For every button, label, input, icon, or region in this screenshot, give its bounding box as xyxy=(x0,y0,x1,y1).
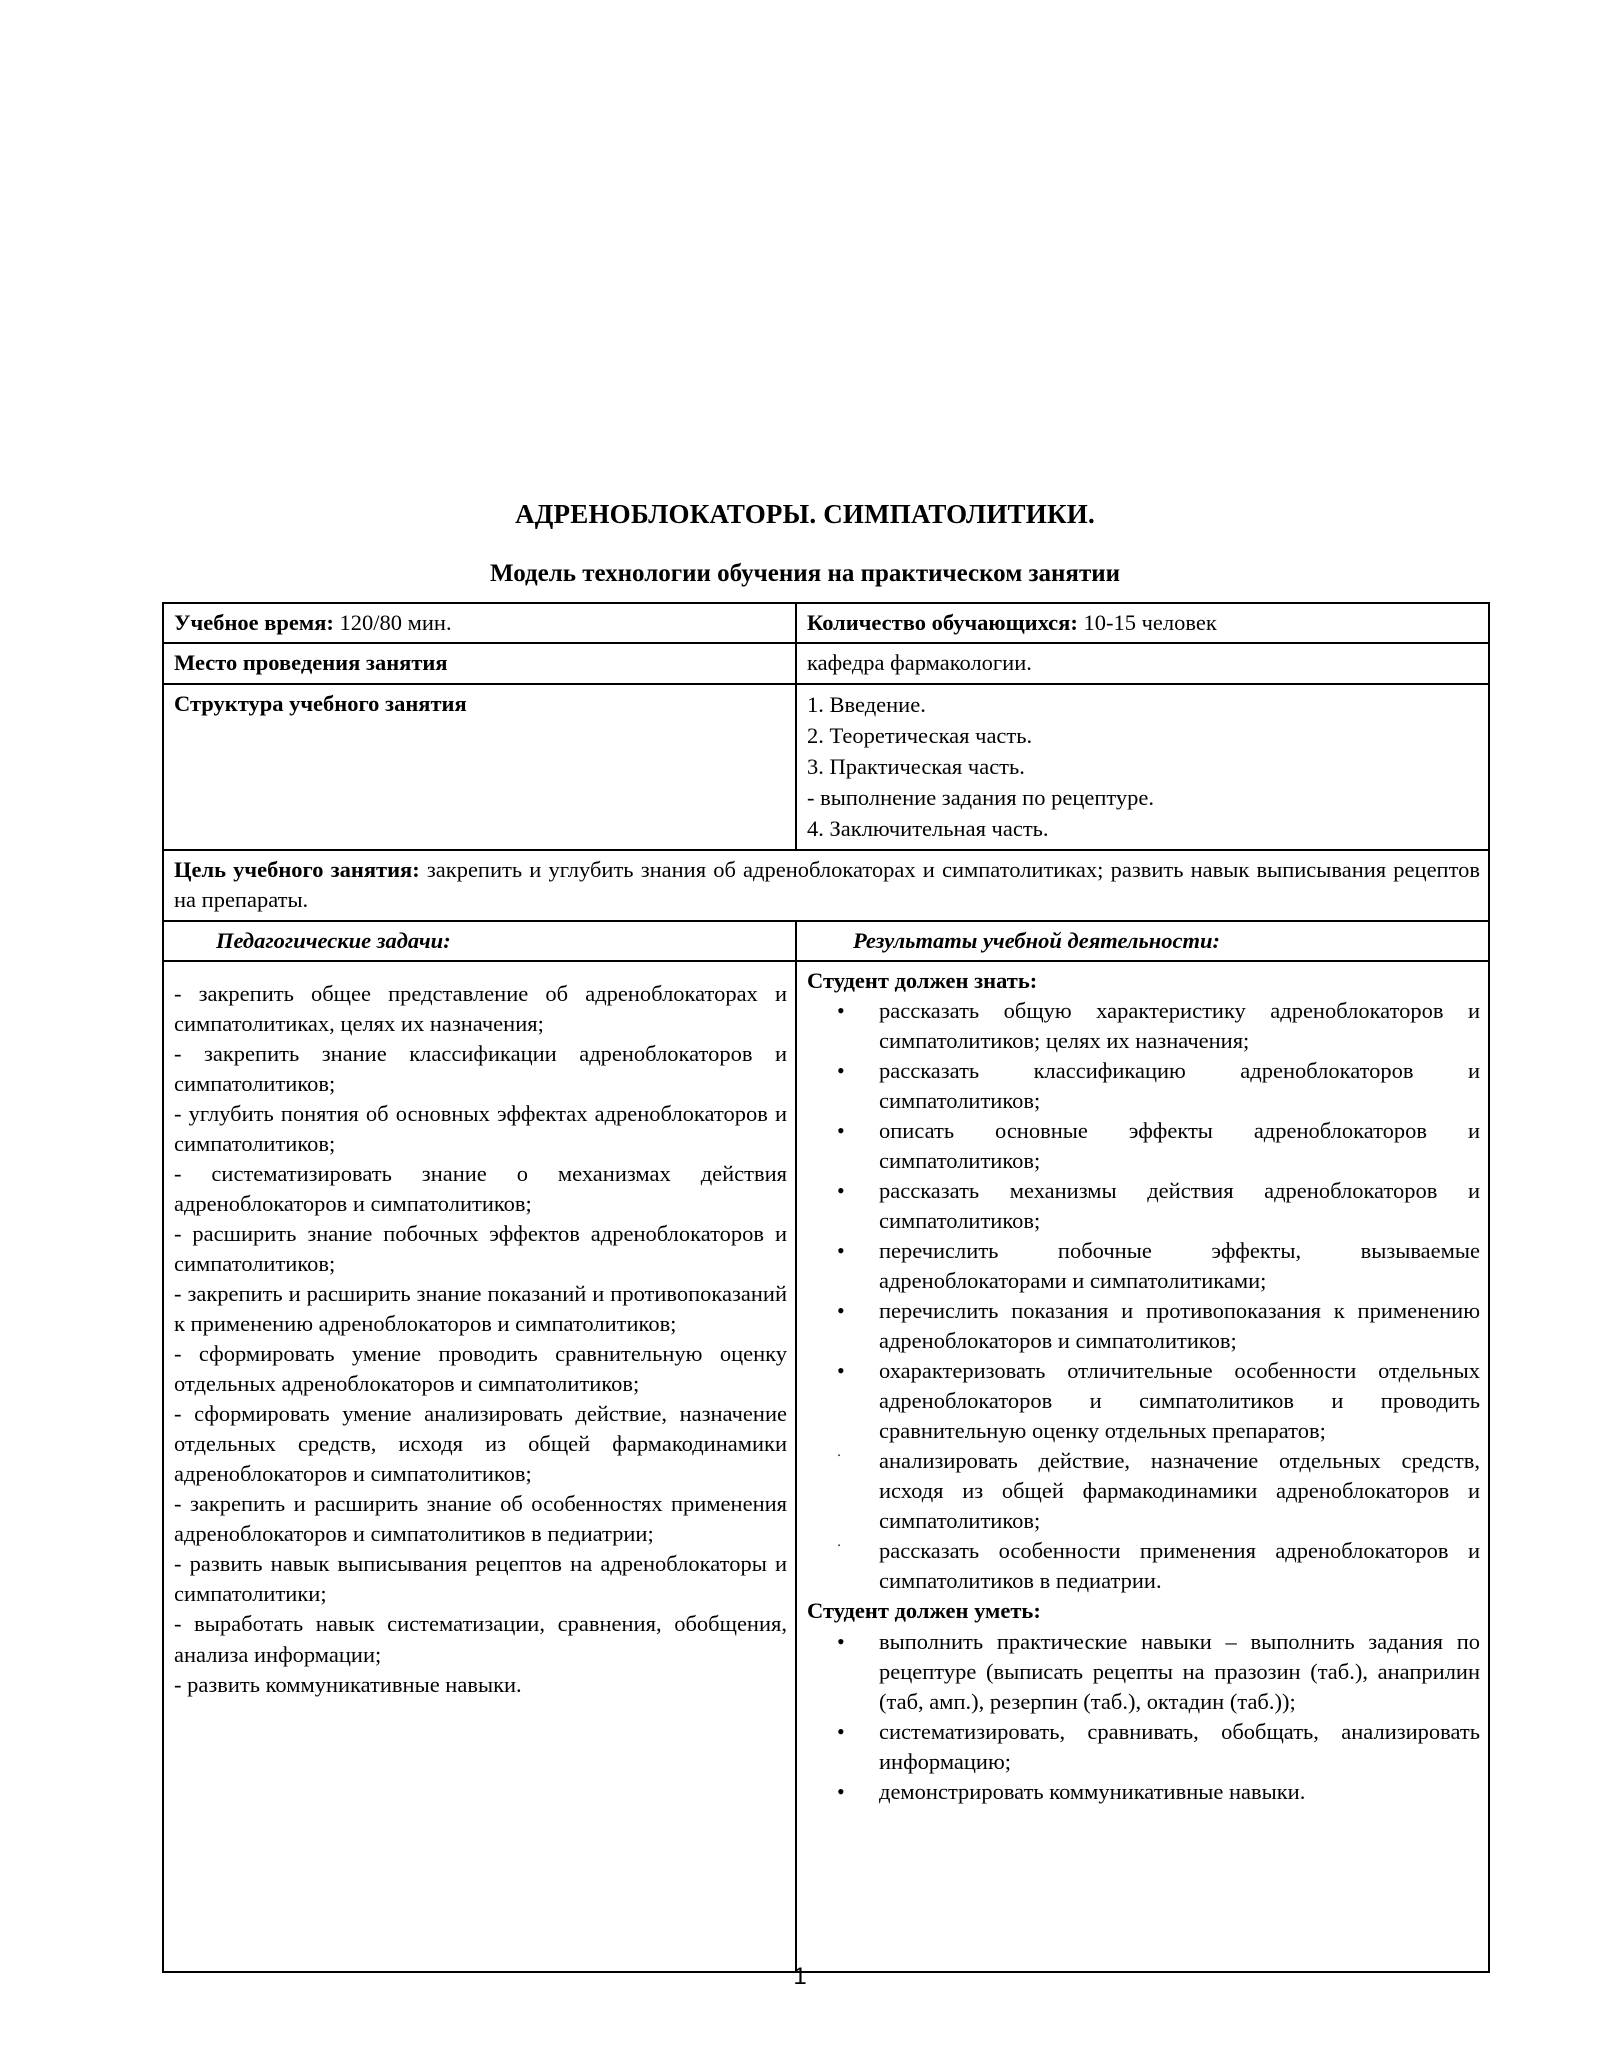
place-value: кафедра фармакологии. xyxy=(807,650,1032,676)
bullet-icon: • xyxy=(837,1358,845,1384)
task-item: - развить коммуникативные навыки. xyxy=(174,1671,522,1697)
structure-item: 3. Практическая часть. xyxy=(807,753,1025,779)
task-item: - закрепить знание классификации адреноблокаторов и симпатолитиков; xyxy=(174,1040,787,1096)
table-row-place xyxy=(163,643,1489,683)
structure-label: Структура учебного занятия xyxy=(174,690,467,716)
task-item: - развить навык выписывания рецептов на адреноблокаторы и симпатолитики; xyxy=(174,1551,787,1607)
goal-cell xyxy=(163,850,1489,921)
list-item xyxy=(807,1536,1480,1596)
list-item-text: рассказать классификацию адреноблокаторов и симпатолитиков; xyxy=(879,1057,1480,1113)
must-do-list xyxy=(807,1627,1480,1807)
task-item: - закрепить и расширить знание показаний и противопоказаний к применению адреноблокаторов и симпатолитиков; xyxy=(174,1281,787,1337)
bullet-icon: • xyxy=(837,1117,845,1143)
list-item-text: описать основные эффекты адреноблокаторов и симпатолитиков; xyxy=(879,1117,1480,1174)
bullet-icon: • xyxy=(837,1178,845,1204)
document-body xyxy=(162,0,1481,1973)
goal-label: Цель учебного занятия: xyxy=(174,856,420,882)
bullet-icon: • xyxy=(837,1298,845,1324)
students-count-cell xyxy=(796,603,1489,643)
structure-value-cell xyxy=(796,684,1489,850)
table-row-structure xyxy=(163,684,1489,850)
bullet-icon: • xyxy=(837,997,845,1023)
list-item xyxy=(807,1176,1480,1236)
task-item: - сформировать умение проводить сравнительную оценку отдельных адреноблокаторов и симпатолитиков; xyxy=(174,1341,787,1397)
task-item: - выработать навык систематизации, сравнения, обобщения, анализа информации; xyxy=(174,1611,787,1667)
results-header: Результаты учебной деятельности: xyxy=(796,921,1489,961)
list-item xyxy=(807,1777,1480,1807)
study-time-value: 120/80 мин. xyxy=(339,610,452,635)
table-row-goal xyxy=(163,850,1489,921)
must-know-label: Студент должен знать: xyxy=(807,967,1038,993)
list-item-text: охарактеризовать отличительные особенности отдельных адреноблокаторов и симпатолитиков и проводить сравнительную оценку отдельных препаратов; xyxy=(879,1358,1480,1444)
table-row-column-headers xyxy=(163,921,1489,961)
page-number: 1 xyxy=(793,1963,807,1990)
must-know-list xyxy=(807,996,1480,1597)
study-time-label: Учебное время: xyxy=(174,610,334,635)
page-title: АДРЕНОБЛОКАТОРЫ. СИМПАТОЛИТИКИ. xyxy=(515,499,1095,529)
list-item xyxy=(807,1116,1480,1176)
list-item-text: перечислить показания и противопоказания к применению адреноблокаторов и симпатолитиков; xyxy=(879,1298,1480,1354)
place-label: Место проведения занятия xyxy=(174,650,448,676)
bullet-icon: • xyxy=(837,1057,845,1083)
bullet-icon: • xyxy=(837,1238,845,1264)
page-subtitle: Модель технологии обучения на практическом занятии xyxy=(489,559,1121,587)
list-item-text: анализировать действие, назначение отдельных средств, исходя из общей фармакодинамики адреноблокаторов и симпатолитиков; xyxy=(879,1448,1480,1534)
goal-text: закрепить и углубить знания об адреноблокаторах и симпатолитиках; развить навык выписывания рецептов на препараты. xyxy=(174,856,1481,912)
list-item xyxy=(807,1627,1480,1717)
list-item xyxy=(807,996,1480,1056)
must-do-label: Студент должен уметь: xyxy=(807,1598,1041,1624)
list-item-text: рассказать общую характеристику адреноблокаторов и симпатолитиков; целях их назначения; xyxy=(879,997,1480,1053)
list-item-text: систематизировать, сравнивать, обобщать, анализировать информацию; xyxy=(879,1718,1480,1774)
pedagogical-tasks-header: Педагогические задачи: xyxy=(163,921,796,961)
students-count-label: Количество обучающихся: xyxy=(807,610,1078,635)
task-item: - систематизировать знание о механизмах действия адреноблокаторов и симпатолитиков; xyxy=(174,1161,787,1217)
bullet-icon: • xyxy=(837,1778,845,1804)
structure-item: 1. Введение. xyxy=(807,691,926,717)
pedagogical-tasks-cell xyxy=(163,961,796,1972)
table-row-content xyxy=(163,961,1489,1972)
task-item: - сформировать умение анализировать действие, назначение отдельных средств, исходя из общей фармакодинамики адреноблокаторов и симпатолитиков; xyxy=(174,1401,787,1487)
list-item xyxy=(807,1056,1480,1116)
task-item: - углубить понятия об основных эффектах адреноблокаторов и симпатолитиков; xyxy=(174,1100,787,1156)
structure-list xyxy=(807,689,1480,844)
list-item xyxy=(807,1446,1480,1536)
list-item-text: выполнить практические навыки – выполнить задания по рецептуре (выписать рецепты на празозин (таб.), анаприлин (таб, амп.), резерпин (таб.), октадин (таб.)); xyxy=(879,1628,1480,1714)
place-label-cell xyxy=(163,643,796,683)
bullet-icon: ‧ xyxy=(837,1448,842,1464)
list-item xyxy=(807,1356,1480,1446)
structure-item: 2. Теоретическая часть. xyxy=(807,722,1033,748)
lesson-model-table xyxy=(162,602,1490,1973)
students-count-value: 10-15 человек xyxy=(1083,610,1217,635)
list-item xyxy=(807,1296,1480,1356)
structure-item: - выполнение задания по рецептуре. xyxy=(807,784,1155,810)
list-item-text: рассказать особенности применения адреноблокаторов и симпатолитиков в педиатрии. xyxy=(879,1538,1480,1594)
task-item: - закрепить и расширить знание об особенностях применения адреноблокаторов и симпатолитиков в педиатрии; xyxy=(174,1491,787,1547)
bullet-icon: • xyxy=(837,1718,845,1744)
list-item-text: демонстрировать коммуникативные навыки. xyxy=(879,1778,1306,1804)
study-time-cell xyxy=(163,603,796,643)
bullet-icon: ‧ xyxy=(837,1538,842,1554)
list-item-text: рассказать механизмы действия адреноблокаторов и симпатолитиков; xyxy=(879,1178,1480,1234)
structure-label-cell xyxy=(163,684,796,850)
task-item: - расширить знание побочных эффектов адреноблокаторов и симпатолитиков; xyxy=(174,1221,787,1277)
table-row-study-time xyxy=(163,603,1489,643)
results-cell xyxy=(796,961,1489,1972)
task-item: - закрепить общее представление об адреноблокаторах и симпатолитиках, целях их назначения; xyxy=(174,980,787,1036)
list-item xyxy=(807,1717,1480,1777)
place-value-cell xyxy=(796,643,1489,683)
list-item-text: перечислить побочные эффекты, вызываемые адреноблокаторами и симпатолитиками; xyxy=(879,1238,1480,1294)
list-item xyxy=(807,1236,1480,1296)
bullet-icon: • xyxy=(837,1628,845,1654)
structure-item: 4. Заключительная часть. xyxy=(807,815,1049,841)
